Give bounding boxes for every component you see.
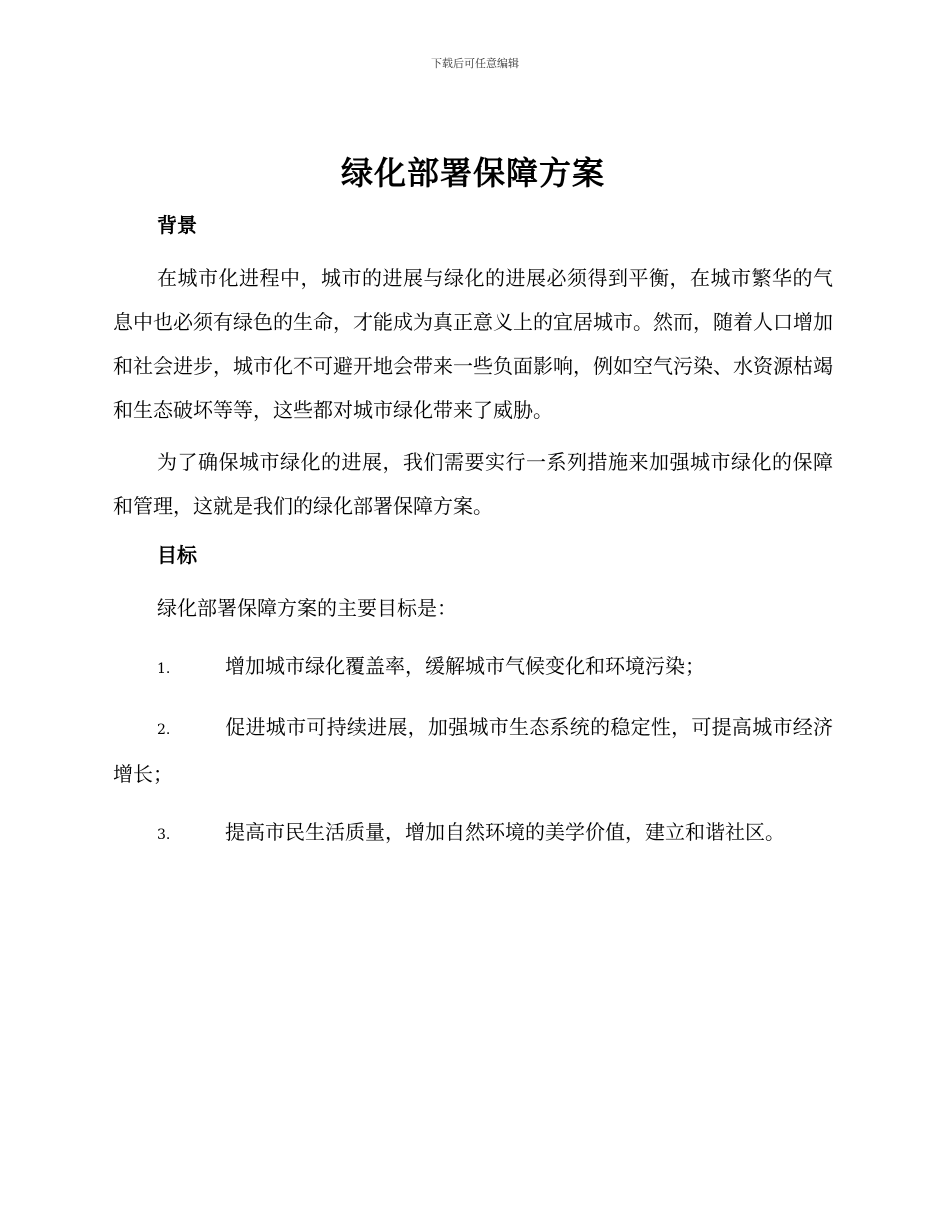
goal-list-item xyxy=(113,705,833,796)
list-item-text: 促进城市可持续进展，加强城市生态系统的稳定性，可提高城市经济增长； xyxy=(113,715,833,786)
section-heading-goals: 目标 xyxy=(157,543,197,567)
section-heading-background: 背景 xyxy=(157,213,197,237)
document-body xyxy=(113,150,833,857)
background-paragraph-2: 为了确保城市绿化的进展，我们需要实行一系列措施来加强城市绿化的保障和管理，这就是我们的绿化部署保障方案。 xyxy=(113,450,833,518)
goal-list-item xyxy=(113,644,833,691)
list-number: 1. xyxy=(157,661,171,677)
background-paragraph-1: 在城市化进程中，城市的进展与绿化的进展必须得到平衡，在城市繁华的气息中也必须有绿色的生命，才能成为真正意义上的宜居城市。然而，随着人口增加和社会进步，城市化不可避开地会带来一些负面影响，例如空气污染、水资源枯竭和生态破坏等等，这些都对城市绿化带来了威胁。 xyxy=(113,266,833,422)
document-title: 绿化部署保障方案 xyxy=(340,154,605,192)
goal-list-item xyxy=(113,810,833,857)
goals-intro: 绿化部署保障方案的主要目标是： xyxy=(157,596,457,620)
list-number: 2. xyxy=(157,722,171,738)
list-number: 3. xyxy=(157,827,171,843)
list-item-text: 提高市民生活质量，增加自然环境的美学价值，建立和谐社区。 xyxy=(225,820,785,844)
page-header-note: 下载后可任意编辑 xyxy=(431,57,519,70)
list-item-text: 增加城市绿化覆盖率，缓解城市气候变化和环境污染； xyxy=(225,654,705,678)
